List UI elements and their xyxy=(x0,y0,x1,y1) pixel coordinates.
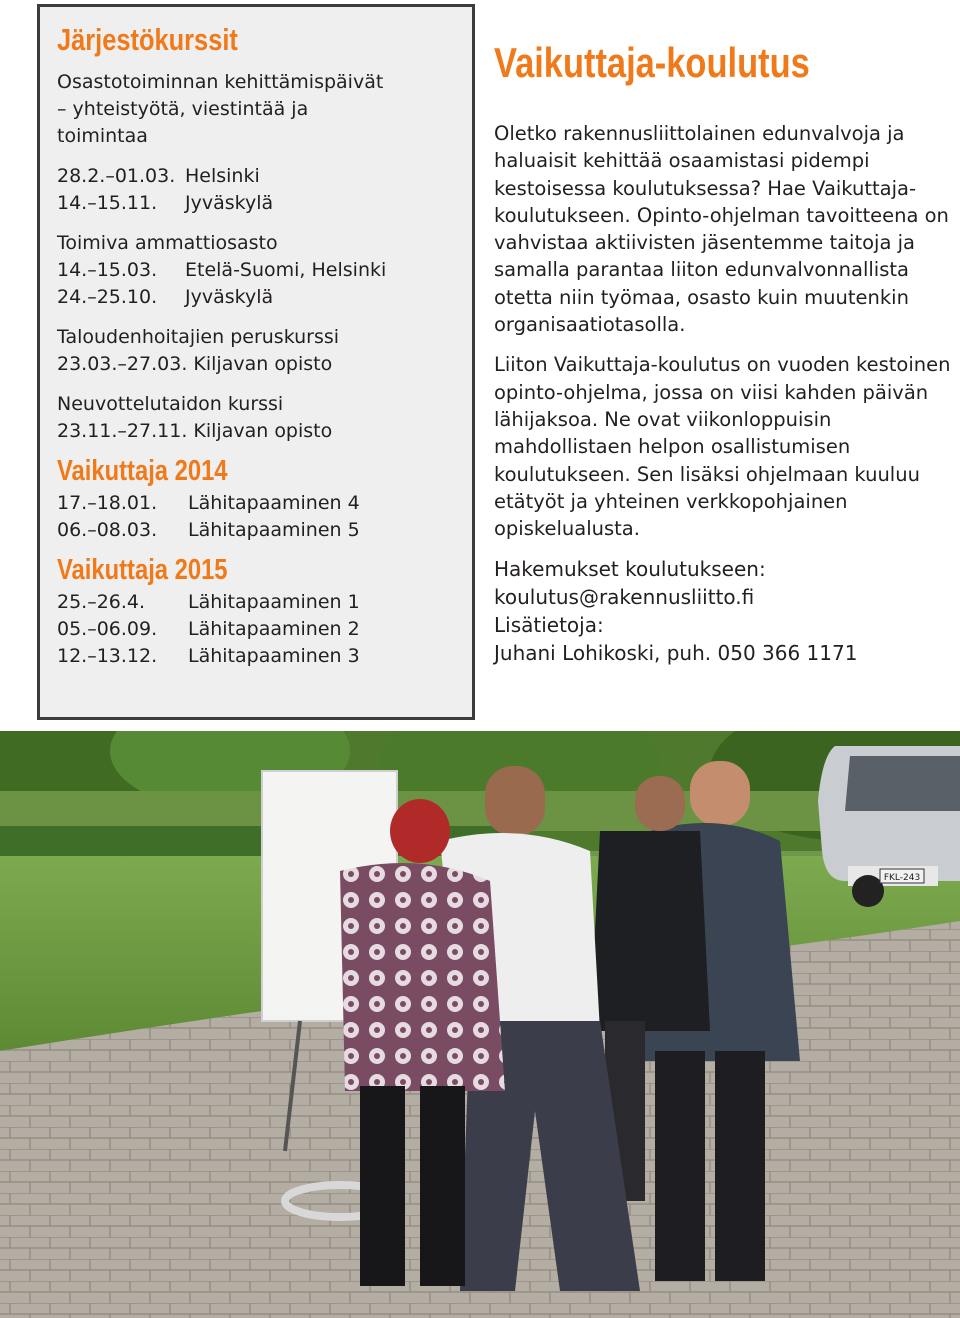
event-row: 12.–13.12. Lähitapaaminen 3 xyxy=(57,645,360,667)
event-row: 25.–26.4. Lähitapaaminen 1 xyxy=(57,591,360,613)
course-title-kehittamispaivat: Osastotoiminnan kehittämispäivät – yhteistyötä, viestintää ja toimintaa xyxy=(57,71,384,147)
course-listing-box xyxy=(37,4,475,720)
course-row: 23.11.–27.11. Kiljavan opisto xyxy=(57,420,333,442)
article-paragraph-1: Oletko rakennusliittolainen edunvalvoja ja haluaisit kehittää osaamistasi pidempi kestoisessa koulutuksessa? Hae Vaikuttaja-koulutukseen. Opinto-ohjelman tavoitteena on vahvistaa aktiivisten jäsentemme taitoja ja samalla parantaa liiton edunvalvonnallista otetta niin työmaa, osasto kuin muutenkin organisaatiotasolla. xyxy=(494,122,949,337)
course-row: 14.–15.03. Etelä-Suomi, Helsinki xyxy=(57,259,387,281)
event-row: 06.–08.03. Lähitapaaminen 5 xyxy=(57,519,360,541)
box-title: Järjestökurssit xyxy=(57,22,238,57)
course-row: 28.2.–01.03. Helsinki xyxy=(57,165,260,187)
article-title: Vaikuttaja-koulutus xyxy=(494,39,810,86)
course-row: 14.–15.11. Jyväskylä xyxy=(57,192,274,214)
article xyxy=(494,40,954,667)
course-row: 24.–25.10. Jyväskylä xyxy=(57,286,274,308)
course-title-taloudenhoitajat: Taloudenhoitajien peruskurssi xyxy=(57,326,340,348)
article-paragraph-2: Liiton Vaikuttaja-koulutus on vuoden kestoinen opinto-ohjelma, jossa on viisi kahden päivän lähijaksoa. Ne ovat viikonloppuisin mahdollistaen helpon osallistumisen koulutukseen. Sen lisäksi ohjelmaan kuuluu etätyöt ja yhteinen verkkopohjainen opiskelualusta. xyxy=(494,353,951,541)
photo-training-session xyxy=(0,731,960,1318)
section-title-vaikuttaja-2015: Vaikuttaja 2015 xyxy=(57,554,228,586)
photo-illustration xyxy=(0,731,960,1318)
event-row: 05.–06.09. Lähitapaaminen 2 xyxy=(57,618,360,640)
car-license-plate: FKL-243 xyxy=(883,873,921,883)
course-row: 23.03.–27.03. Kiljavan opisto xyxy=(57,353,333,375)
event-row: 17.–18.01. Lähitapaaminen 4 xyxy=(57,492,360,514)
contact-label: Hakemukset koulutukseen: xyxy=(494,557,766,582)
info-label: Lisätietoja: xyxy=(494,613,604,638)
info-contact-person: Juhani Lohikoski, puh. 050 366 1171 xyxy=(494,641,858,666)
course-title-toimiva: Toimiva ammattiosasto xyxy=(57,232,278,254)
section-title-vaikuttaja-2014: Vaikuttaja 2014 xyxy=(57,455,228,487)
contact-email-link[interactable]: koulutus@rakennusliitto.fi xyxy=(494,585,755,610)
course-title-neuvottelutaito: Neuvottelutaidon kurssi xyxy=(57,393,284,415)
